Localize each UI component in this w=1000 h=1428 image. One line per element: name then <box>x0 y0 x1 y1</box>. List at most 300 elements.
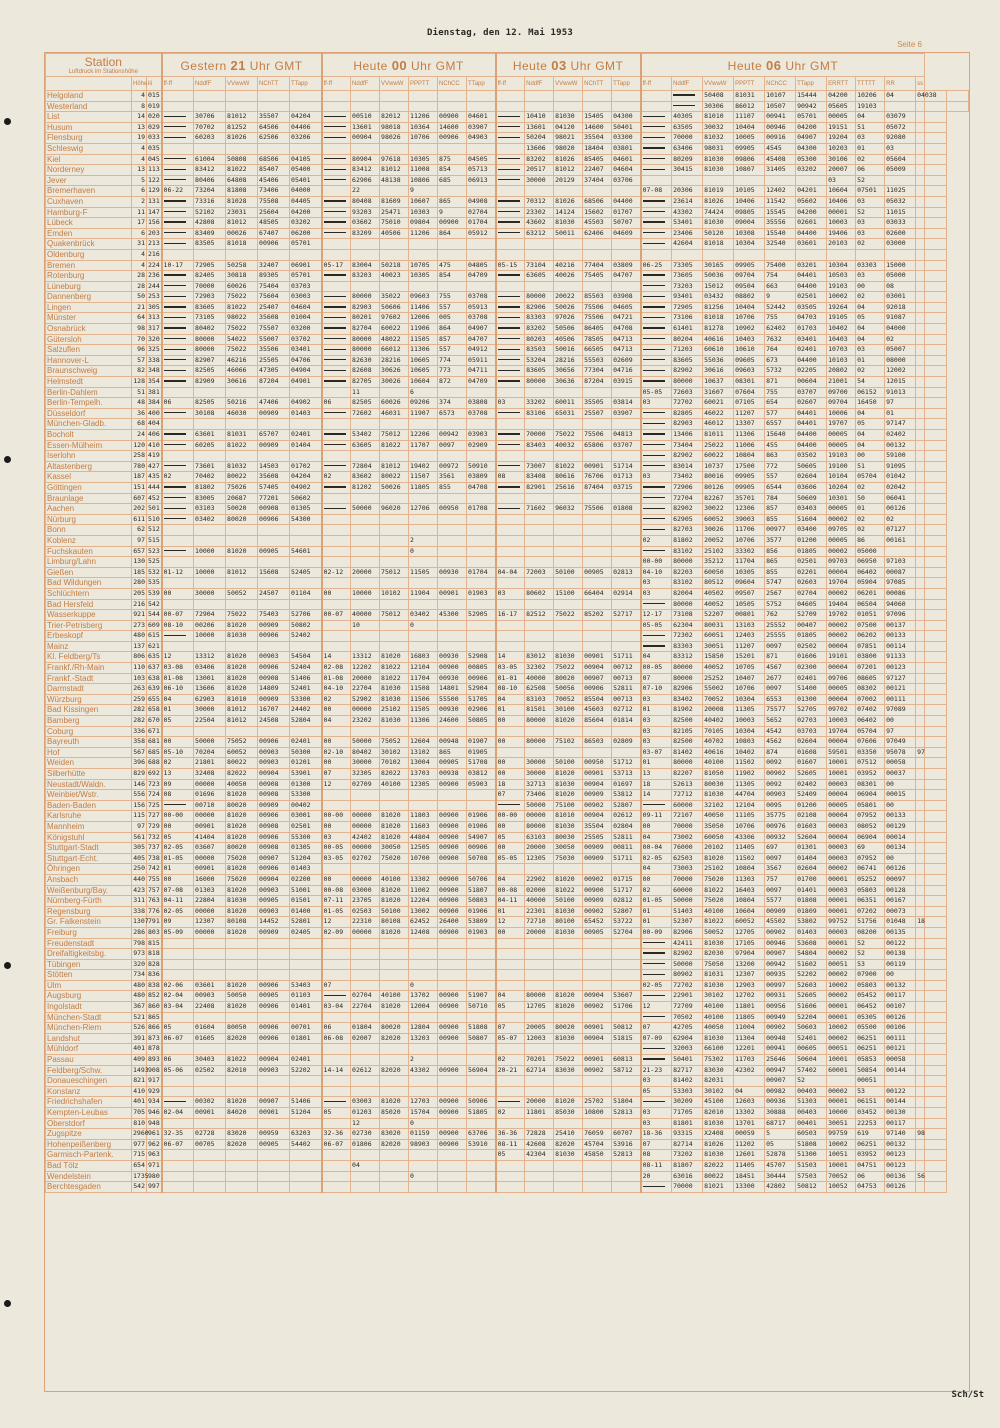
table-row <box>46 345 969 356</box>
data-cell: 00949 <box>765 1012 796 1023</box>
data-cell: 00122 <box>885 1086 916 1097</box>
data-cell: 00058 <box>885 1055 916 1066</box>
data-cell: 00001 <box>827 1097 856 1108</box>
data-cell: 82906 <box>525 302 554 313</box>
data-cell <box>290 949 322 960</box>
no-value-dash <box>324 465 346 466</box>
data-cell: 03703 <box>290 281 322 292</box>
table-row <box>46 419 969 430</box>
data-cell <box>226 419 258 430</box>
data-cell: 71705 <box>672 1108 703 1119</box>
data-cell: 02 <box>856 482 885 493</box>
station-name: Schleswig <box>46 143 132 154</box>
data-cell: 00144 <box>885 1097 916 1108</box>
no-value-dash <box>164 232 186 233</box>
data-cell <box>162 345 194 356</box>
station-number: 818 <box>147 949 162 960</box>
data-cell <box>194 387 226 398</box>
data-cell: 01700 <box>796 874 827 885</box>
data-cell: 5652 <box>765 716 796 727</box>
data-cell: 52402 <box>290 631 322 642</box>
data-cell: 01 <box>496 705 525 716</box>
data-cell <box>554 1044 583 1055</box>
data-cell: 97026 <box>554 313 583 324</box>
data-cell: 13203 <box>409 1033 438 1044</box>
data-cell <box>916 1002 925 1013</box>
data-cell <box>162 175 194 186</box>
data-cell: 82203 <box>672 567 703 578</box>
data-cell: 52878 <box>765 1150 796 1161</box>
data-cell: 81020 <box>226 673 258 684</box>
data-cell: 12604 <box>409 737 438 748</box>
data-cell: 37404 <box>583 175 612 186</box>
data-cell: 19404 <box>827 599 856 610</box>
data-cell: 55300 <box>290 832 322 843</box>
data-cell: 50707 <box>612 218 641 229</box>
station-number: 216 <box>147 249 162 260</box>
data-cell <box>162 377 194 388</box>
data-cell: 0092 <box>765 779 796 790</box>
data-cell <box>467 557 496 568</box>
data-cell: 15640 <box>765 430 796 441</box>
data-cell: 06 <box>322 1023 351 1034</box>
data-cell: 83203 <box>351 271 380 282</box>
data-cell <box>194 419 226 430</box>
data-cell: 02728 <box>194 1129 226 1140</box>
data-cell <box>380 631 409 642</box>
data-cell: 03206 <box>290 133 322 144</box>
data-cell <box>322 292 351 303</box>
station-name: Weißenburg/Bay. <box>46 885 132 896</box>
table-row <box>46 927 969 938</box>
station-number: 635 <box>147 652 162 663</box>
data-cell: 00002 <box>827 991 856 1002</box>
table-row <box>46 302 969 313</box>
station-height: 561 <box>132 832 147 843</box>
station-height: 19 <box>132 133 147 144</box>
date-header: Dienstag, den 12. Mai 1953 <box>426 28 574 38</box>
station-height: 921 <box>132 610 147 621</box>
data-cell <box>925 165 947 176</box>
data-cell <box>467 281 496 292</box>
data-cell <box>226 525 258 536</box>
no-value-dash <box>498 380 520 381</box>
station-name: Münster <box>46 313 132 324</box>
data-cell: 13103 <box>734 620 765 631</box>
data-cell <box>583 1118 612 1129</box>
data-cell: 00916 <box>765 133 796 144</box>
data-cell: 81030 <box>703 154 734 165</box>
data-cell <box>438 959 467 970</box>
table-row <box>46 239 969 250</box>
data-cell <box>925 1108 947 1119</box>
data-cell <box>796 175 827 186</box>
data-cell: 04713 <box>612 345 641 356</box>
data-cell: 04813 <box>612 430 641 441</box>
data-cell: 06 <box>856 165 885 176</box>
data-cell: 00 <box>641 821 672 832</box>
data-cell: 14809 <box>258 684 290 695</box>
data-cell <box>438 101 467 112</box>
data-cell: 23031 <box>226 207 258 218</box>
no-value-dash <box>643 1058 665 1059</box>
data-cell: 00402 <box>290 800 322 811</box>
data-cell: 05300 <box>796 154 827 165</box>
data-cell: 28216 <box>380 355 409 366</box>
data-cell: 03-04 <box>162 1002 194 1013</box>
data-cell: 63016 <box>672 1171 703 1182</box>
data-cell <box>612 91 641 102</box>
data-cell: 01905 <box>467 747 496 758</box>
sub-header-nchtt: NChTT <box>583 77 612 91</box>
station-height: 24 <box>132 430 147 441</box>
data-cell <box>583 514 612 525</box>
data-cell <box>467 186 496 197</box>
data-cell <box>162 514 194 525</box>
group-header-06: Heute 06 Uhr GMT <box>641 54 925 77</box>
data-cell: 32102 <box>703 800 734 811</box>
no-value-dash <box>643 529 665 530</box>
no-value-dash <box>164 380 186 381</box>
data-cell <box>612 1171 641 1182</box>
station-name: Silberhütte <box>46 769 132 780</box>
data-cell: 65806 <box>583 440 612 451</box>
no-value-dash <box>498 116 520 117</box>
data-cell <box>322 366 351 377</box>
data-cell <box>438 1012 467 1023</box>
data-cell: 10308 <box>734 228 765 239</box>
data-cell: 81012 <box>226 218 258 229</box>
data-cell: 63706 <box>467 1129 496 1140</box>
data-cell <box>641 281 672 292</box>
data-cell: 00051 <box>827 1044 856 1055</box>
data-cell: 63605 <box>351 440 380 451</box>
station-number: 515 <box>147 535 162 546</box>
data-cell <box>226 1171 258 1182</box>
data-cell: 81031 <box>703 970 734 981</box>
group-header-21: Gestern 21 Uhr GMT <box>162 54 322 77</box>
data-cell: 16803 <box>409 652 438 663</box>
data-cell: 10406 <box>827 196 856 207</box>
data-cell <box>322 249 351 260</box>
data-cell: 00135 <box>885 927 916 938</box>
data-cell <box>525 726 554 737</box>
data-cell: 04 <box>856 430 885 441</box>
data-cell: 00906 <box>258 864 290 875</box>
data-cell <box>525 557 554 568</box>
data-cell: 60000 <box>672 885 703 896</box>
data-cell: 00947 <box>765 1065 796 1076</box>
data-cell <box>290 387 322 398</box>
data-cell: 00909 <box>258 800 290 811</box>
data-cell: 03502 <box>796 451 827 462</box>
data-cell <box>583 91 612 102</box>
table-row <box>46 641 969 652</box>
data-cell: 04604 <box>612 165 641 176</box>
data-cell <box>496 355 525 366</box>
data-cell: 13300 <box>734 1182 765 1193</box>
data-cell <box>916 906 925 917</box>
data-cell: 06202 <box>856 631 885 642</box>
data-cell: 00901 <box>583 652 612 663</box>
data-cell: 00121 <box>885 684 916 695</box>
station-height: 367 <box>132 1002 147 1013</box>
data-cell: 00132 <box>885 980 916 991</box>
data-cell: 11805 <box>409 482 438 493</box>
data-cell <box>496 313 525 324</box>
data-cell: 13406 <box>672 430 703 441</box>
data-cell <box>194 641 226 652</box>
data-cell <box>380 1182 409 1193</box>
data-cell: 02809 <box>612 737 641 748</box>
data-cell: 35504 <box>583 821 612 832</box>
data-cell <box>290 938 322 949</box>
no-value-dash <box>498 338 520 339</box>
data-cell <box>525 546 554 557</box>
data-cell <box>380 546 409 557</box>
data-cell: 40100 <box>703 1002 734 1013</box>
data-cell: 68506 <box>583 196 612 207</box>
data-cell: 04604 <box>290 302 322 313</box>
data-cell <box>322 408 351 419</box>
data-cell: 13302 <box>409 874 438 885</box>
data-cell <box>226 1076 258 1087</box>
data-cell: 83409 <box>194 228 226 239</box>
data-cell: 40032 <box>554 440 583 451</box>
data-cell: 00 <box>322 737 351 748</box>
data-cell: 762 <box>765 610 796 621</box>
data-cell: 00119 <box>885 959 916 970</box>
data-cell: 82010 <box>226 1065 258 1076</box>
data-cell: 03003 <box>290 292 322 303</box>
station-number: 404 <box>147 419 162 430</box>
station-height: 273 <box>132 620 147 631</box>
data-cell <box>496 1076 525 1087</box>
data-cell <box>525 631 554 642</box>
punch-hole <box>4 456 11 463</box>
data-cell <box>525 620 554 631</box>
data-cell <box>925 260 947 271</box>
data-cell: 70502 <box>672 1012 703 1023</box>
no-value-dash <box>324 221 346 222</box>
data-cell: 04400 <box>612 196 641 207</box>
data-cell: 52 <box>856 938 885 949</box>
data-cell: 10505 <box>734 599 765 610</box>
data-cell <box>467 1086 496 1097</box>
data-cell <box>554 970 583 981</box>
station-number: 639 <box>147 684 162 695</box>
data-cell <box>351 800 380 811</box>
station-number: 929 <box>147 1086 162 1097</box>
data-cell <box>438 800 467 811</box>
data-cell <box>641 239 672 250</box>
data-cell <box>162 324 194 335</box>
data-cell: 19707 <box>827 419 856 430</box>
table-row <box>46 959 969 970</box>
no-value-dash <box>498 296 520 297</box>
data-cell <box>925 917 947 928</box>
data-cell: 46030 <box>226 408 258 419</box>
data-cell: 60021 <box>703 398 734 409</box>
data-cell: 81030 <box>703 1150 734 1161</box>
data-cell <box>525 419 554 430</box>
data-cell: 50100 <box>554 758 583 769</box>
data-cell: 02402 <box>885 430 916 441</box>
data-cell <box>351 1182 380 1193</box>
station-number: 755 <box>147 874 162 885</box>
data-cell: 66505 <box>583 345 612 356</box>
data-cell <box>525 535 554 546</box>
data-cell <box>925 302 947 313</box>
data-cell <box>554 1012 583 1023</box>
data-cell: 81402 <box>672 747 703 758</box>
no-value-dash <box>643 349 665 350</box>
punch-hole <box>4 118 11 125</box>
data-cell: 00005 <box>827 684 856 695</box>
data-cell: 08 <box>496 472 525 483</box>
data-cell: 83030 <box>554 1065 583 1076</box>
no-value-dash <box>498 433 520 434</box>
data-cell <box>162 1182 194 1193</box>
data-cell: 00901 <box>583 769 612 780</box>
data-cell: 03 <box>885 143 916 154</box>
data-cell: 00906 <box>583 684 612 695</box>
data-cell: 00001 <box>827 1012 856 1023</box>
data-cell: 81026 <box>226 133 258 144</box>
data-cell <box>916 461 925 472</box>
data-cell: 00123 <box>885 1150 916 1161</box>
data-cell: 03001 <box>885 292 916 303</box>
data-cell <box>525 186 554 197</box>
data-cell: 30444 <box>765 1171 796 1182</box>
station-height: 48 <box>132 398 147 409</box>
data-cell: 10304 <box>734 726 765 737</box>
data-cell: 00 <box>162 737 194 748</box>
data-cell: 07 <box>322 980 351 991</box>
data-cell <box>162 239 194 250</box>
station-name: Oldenburg <box>46 249 132 260</box>
data-cell: 01-05 <box>162 853 194 864</box>
data-cell: 10705 <box>734 663 765 674</box>
no-value-dash <box>164 274 186 275</box>
data-cell <box>351 938 380 949</box>
data-cell: 42608 <box>525 1139 554 1150</box>
data-cell <box>351 949 380 960</box>
data-cell <box>380 101 409 112</box>
data-cell: 02709 <box>351 779 380 790</box>
data-cell <box>258 143 290 154</box>
data-cell: 01104 <box>290 588 322 599</box>
data-cell: 50036 <box>703 271 734 282</box>
data-cell: 00904 <box>583 811 612 822</box>
table-row <box>46 588 969 599</box>
data-cell: 72905 <box>672 302 703 313</box>
data-cell: 75022 <box>226 324 258 335</box>
table-row <box>46 610 969 621</box>
data-cell <box>438 525 467 536</box>
data-cell <box>467 620 496 631</box>
data-cell: 06-07 <box>322 1139 351 1150</box>
data-cell: 81020 <box>380 896 409 907</box>
data-cell <box>916 1097 925 1108</box>
data-cell: 81019 <box>703 186 734 197</box>
data-cell: 82703 <box>672 525 703 536</box>
data-cell <box>925 1182 947 1193</box>
data-cell <box>612 1118 641 1129</box>
data-cell: 22 <box>351 186 380 197</box>
data-cell: 00909 <box>258 620 290 631</box>
data-cell: 55036 <box>703 355 734 366</box>
data-cell <box>467 631 496 642</box>
data-cell <box>612 641 641 652</box>
data-cell <box>612 557 641 568</box>
station-name: Darmstadt <box>46 684 132 695</box>
data-cell: 81020 <box>226 832 258 843</box>
data-cell <box>162 949 194 960</box>
data-cell <box>583 249 612 260</box>
data-cell: 51907 <box>467 991 496 1002</box>
data-cell <box>322 419 351 430</box>
table-row <box>46 165 969 176</box>
data-cell <box>290 959 322 970</box>
data-cell <box>554 101 583 112</box>
data-cell <box>322 1160 351 1171</box>
data-cell: 13601 <box>525 122 554 133</box>
data-cell <box>380 1076 409 1087</box>
data-cell <box>612 419 641 430</box>
data-cell <box>409 631 438 642</box>
data-cell: 00942 <box>765 959 796 970</box>
data-cell: 03402 <box>409 610 438 621</box>
data-cell <box>583 451 612 462</box>
data-cell: 40052 <box>703 599 734 610</box>
data-cell: 13307 <box>734 419 765 430</box>
data-cell: 864 <box>438 228 467 239</box>
data-cell <box>583 387 612 398</box>
data-cell: 09905 <box>734 472 765 483</box>
data-cell <box>438 1160 467 1171</box>
data-cell: 50000 <box>351 737 380 748</box>
data-cell: 04300 <box>796 143 827 154</box>
data-cell: 81278 <box>703 324 734 335</box>
data-cell: 02914 <box>612 588 641 599</box>
data-cell <box>438 1086 467 1097</box>
data-cell: 22704 <box>351 1002 380 1013</box>
no-value-dash <box>324 211 346 212</box>
table-row <box>46 970 969 981</box>
data-cell: 46031 <box>380 408 409 419</box>
data-cell: 02704 <box>467 207 496 218</box>
data-cell <box>194 938 226 949</box>
data-cell <box>438 514 467 525</box>
station-name: Wendelstein <box>46 1171 132 1182</box>
data-cell <box>925 1002 947 1013</box>
data-cell: 54601 <box>290 546 322 557</box>
data-cell: 81012 <box>226 112 258 123</box>
data-cell <box>322 302 351 313</box>
data-cell: 02 <box>885 514 916 525</box>
data-cell: 03 <box>827 175 856 186</box>
data-cell: 00 <box>885 716 916 727</box>
data-cell <box>194 557 226 568</box>
data-cell <box>525 249 554 260</box>
data-cell: 13 <box>641 769 672 780</box>
data-cell: 52804 <box>290 716 322 727</box>
data-cell <box>438 1150 467 1161</box>
data-cell: 81801 <box>672 1118 703 1129</box>
data-cell <box>438 620 467 631</box>
data-cell: 00906 <box>467 673 496 684</box>
